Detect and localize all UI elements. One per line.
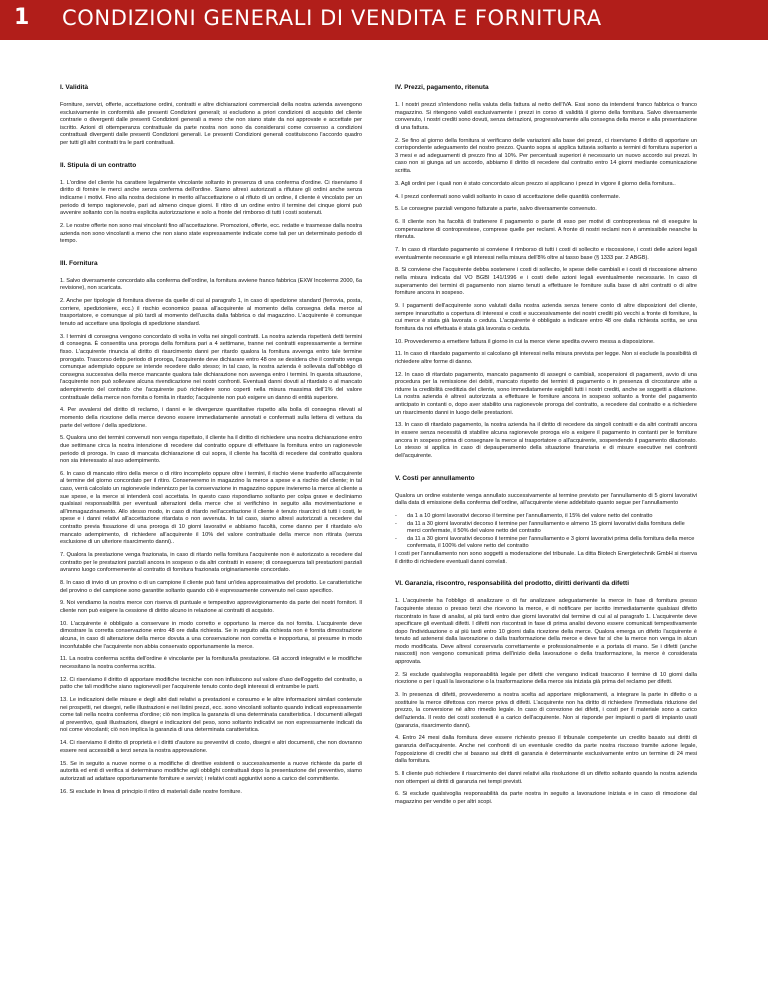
clause-paragraph: 7. Qualora la prestazione venga frazionata, in caso di ritardo nella fornitura l'acquirente non è autorizzato a recedere dal contratto per le prestazioni parziali ancora in sospeso o da altri contratti in essere; di conseguenza tali prestazioni parziali avranno luogo conformemente al contratto di fornitura frazionata originariamente concordato. <box>60 552 362 574</box>
bullet-text: da 11 a 30 giorni lavorativi decorso il termine per l'annullamento e 3 giorni lavorativi prima della fornitura della merce confermata, il 100% del valore netto del contratto <box>407 535 695 550</box>
clause-paragraph: 5. Qualora uno dei termini convenuti non venga rispettato, il cliente ha il diritto di richiedere una nostra dichiarazione entro due settimane circa la nostra intenzione di recedere dal contratto oppure di effettuare la fornitura entro un ragionevole periodo di proroga. In caso di mancata dichiarazione di cui sopra, il cliente ha facoltà di recedere dal contratto qualora non sia interessato al suo adempimento. <box>60 435 362 465</box>
clause-paragraph: 6. Si esclude qualsivoglia responsabilità da parte nostra in seguito a lavorazione iniziata e in caso di rimozione dal magazzino per vendite o per altri scopi. <box>395 791 697 805</box>
clause-paragraph: 4. I prezzi confermati sono validi soltanto in caso di accettazione delle quantità confermate. <box>395 193 621 200</box>
clause-paragraph: 11. In caso di ritardato pagamento si calcolano gli interessi nella misura prevista per legge. Non si esclude la possibilità di richiedere altre forme di danno. <box>395 351 697 365</box>
clause-paragraph: 2. Le nostre offerte non sono mai vincolanti fino all'accettazione. Promozioni, offerte, ecc. redatte e trasmesse dalla nostra azienda non sono vincolanti a meno che non siano state espressamente indicate come tali per un determinato periodo di tempo. <box>60 222 362 245</box>
clause-paragraph: 10. Provvederemo a emettere fattura il giorno in cui la merce viene spedita ovvero messa a disposizione. <box>395 338 655 345</box>
page-header <box>0 0 768 40</box>
clause-paragraph: 16. Si esclude in linea di principio il ritiro di materiali dalle nostre forniture. <box>60 788 242 795</box>
clause-paragraph: 1. Salvo diversamente concordato alla conferma dell'ordine, la fornitura avviene franco fabbrica (EXW Incoterms 2000, 6a revisione), non scaricata. <box>60 277 362 292</box>
clause-paragraph: 3. In presenza di difetti, provvederemo a nostra scelta ad apportare miglioramenti, a integrare la parte in difetto o a sostituire la merce difettosa con merce priva di difetti. L'acquirente non ha diritto di richiedere l'immediata riduzione del prezzo, la conversione né altro rimedio legale. In caso di correzione dei difetti, i costi per il materiale sono a carico dell'azienda. Il resto dei costi sostenuti è a carico dell'acquirente. Non si risponde per impianti o parti di impianto usati (garanzia, risarcimento danni). <box>395 692 697 729</box>
clause-paragraph: 4. Per avvalersi del diritto di reclamo, i danni e le divergenze quantitative rispetto alla bolla di consegna rilevati al momento della ricezione della merce devono essere immediatamente annotati e confermati sulla lettera di vettura da parte del vettore / della spedizione. <box>60 407 362 429</box>
clause-paragraph: 8. In caso di invio di un provino o di un campione il cliente può farsi un'idea approssimativa del prodotto. Le caratteristiche del provino o del campione sono garantite soltanto quando ciò è espressamente convenuto nel caso specifico. <box>60 579 362 594</box>
section-heading: III. Fornitura <box>60 259 98 267</box>
clause-paragraph: 12. Ci riserviamo il diritto di apportare modifiche tecniche con non influiscono sul valore d'uso dell'oggetto del contratto, a patto che tali modifiche siano ragionevoli per l'acquirente tenuto conto degli interessi di entrambe le parti. <box>60 676 362 691</box>
clause-paragraph: 6. Il cliente non ha facoltà di trattenere il pagamento o parte di esso per motivi di controprestesa né di eseguire la compensazione di controprestese, comprese quelle per reclami. A fronte di nostri reclami non è ammissibile neanche la ritenuta. <box>395 219 697 241</box>
clause-paragraph: 9. I pagamenti dell'acquirente sono valutati dalla nostra azienda senza tenere conto di altre disposizioni del cliente, sempre innanzitutto a copertura di interessi e costi e successivamente dei nostri crediti più vecchi a fronte di forniture, la cui merce è stata già lavorata o ceduta. L'acquirente è obbligato a indicare entro 48 ore dalla richiesta scritta, se una fornitura da noi effettuata è stata già lavorata o ceduta. <box>395 302 697 332</box>
clause-paragraph: I costi per l'annullamento non sono soggetti a moderazione del tribunale. La ditta Biotech Energietechnik GmbH si riserva il diritto di richiedere eventuali danni correlati. <box>395 550 697 565</box>
clause-paragraph: 6. In caso di mancato ritiro della merce o di ritiro incompleto oppure oltre i termini, il rischio viene trasferito all'acquirente al termine del giorno concordato per il ritiro. Conserveremo in magazzino la merce a spese e a rischio del cliente; in tal caso, verrà calcolato un ragionevole indennizzo per la conservazione in magazzino oppure invieremo la merce al cliente a sue spese, e la merce si intenderà così accettata. In questo caso rispondiamo soltanto per colpa grave e decliniamo qualsiasi responsabilità per eventuali alterazioni della merce che si verifichino in seguito alla movimentazione e all'immagazzinamento. Allo stesso modo, in caso di ritardo nell'accettazione il cliente è tenuto risarcirci di tutti i costi, le spese e i danni relativi all'accettazione ritardata o non avvenuta. In tal caso, siamo altresì autorizzati a recedere dal contratto previa fissazione di una proroga di 10 giorni lavorativi e abbiamo facoltà, come danno per il ritardato e/o mancato adempimento, di richiedere all'acquirente il 10% del valore contrattuale della merce non ritirata (senza esclusione di un ulteriore risarcimento danni).. <box>60 470 362 546</box>
bullet-text: da 11 a 30 giorni lavorativi decorso il termine per l'annullamento e almeno 15 giorni lavorativi dalla fornitura delle merci confermate, il 50% del valore netto del contratto <box>407 520 685 535</box>
clause-paragraph: 11. La nostra conferma scritta dell'ordine è vincolante per la fornitura/la prestazione. Gli accordi integrativi e le modifiche necessitano la nostra conferma scritta. <box>60 656 362 670</box>
clause-paragraph: 14. Ci riserviamo il diritto di proprietà e i diritti d'autore su preventivi di costo, disegni e altri documenti, che non dovranno essere resi accessibili a terzi senza la nostra approvazione. <box>60 740 362 754</box>
clause-paragraph: 1. I nostri prezzi s'intendono nella valuta della fattura al netto dell'IVA. Essi sono da intendersi franco fabbrica o franco magazzino. Si ritengono validi esclusivamente i prezzi in corso di validità il giorno della fornitura. Salvo diversamente convenuto, i nostri crediti sono dovuti, senza detrazioni, progressivamente alla consegna della merce e alla presentazione di una fattura. <box>395 102 697 131</box>
bullet-item <box>395 536 697 551</box>
bullet-item <box>395 521 697 536</box>
clause-paragraph: 15. Se in seguito a nuove norme o a modifiche di direttive esistenti o successivamente a nuove richieste da parte di autorità ed enti di verifica si determinano modifiche agli obblighi contrattuali dopo la presentazione del preventivo, siamo autorizzati ad adattare opportunamente forniture e servizi; i relativi costi aggiuntivi sono a carico del committente. <box>60 760 362 782</box>
section-heading: VI. Garanzia, riscontro, responsabilità del prodotto, diritti derivanti da difetti <box>395 580 630 588</box>
section-heading: II. Stipula di un contratto <box>60 161 137 169</box>
bullet-text: da 1 a 10 giorni lavorativi decorso il termine per l'annullamento, il 15% del valore netto del contratto <box>407 512 653 519</box>
clause-paragraph: 2. Si esclude qualsivoglia responsabilità legale per difetti che vengano indicati trascorso il termine di 10 giorni dalla ricezione o per i quali la lavorazione o la trasformazione della merce sia iniziata già prima del reclamo per difetti. <box>395 671 697 686</box>
clause-paragraph: 5. Le consegne parziali vengono fatturate a parte, salvo diversamente convenuto. <box>395 206 597 213</box>
bullet-dash: - <box>395 520 397 527</box>
clause-paragraph: 3. I termini di consegna vengono concordato di volta in volta nei singoli contratti. La nostra azienda rispetterà detti termini di consegna. È consentita una proroga della fornitura pari a 4 settimane, tranne nei contratti espressamente a termine fisso. L'acquirente rinuncia al diritto di risarcimento danni per ritardo qualora la fornitura avvenga entro tale termine prorogato. Trascorso detto periodo di proroga, l'acquirente deve dichiarare entro 48 ore se desidera che il contratto venga comunque adempiuto oppure se intende recedere dallo stesso; in tal caso, la nostra azienda è sollevata dall'obbligo di consegna successiva della merce mancante qualora tale dichiarazione non avvenga entro i termini. In questa situazione, l'acquirente non può sollevare alcuna rivendicazione nei nostri confronti. Eventuali danni dovuti al ritardato o al mancato adempimento del contratto che l'acquirente può richiedere sono coperti nella misura massima dell'1% del valore contrattuale della merce non fornita o fornita in ritardo; l'acquirente non può esigere un danno di entità superiore. <box>60 333 362 401</box>
clause-paragraph: 12. In caso di ritardato pagamento, mancato pagamento di assegni o cambiali, sospensioni di pagamenti, avvio di una procedura per la remissione dei debiti, mancato rispetto dei termini di pagamento o in presenza di circostanze atte a ridurre la credibilità creditizia del cliente, sono immediatamente esigibili tutti i nostri crediti, anche se soggetti a dilazione. La nostra azienda è altresì autorizzata a effettuare le forniture ancora in sospeso soltanto a fronte del pagamento anticipato in contanti o, dopo aver stabilito una ragionevole proroga del contratto, a recedere dal contratto e a richiedere un risarcimento danni in luogo delle prestazioni. <box>395 371 697 416</box>
clause-paragraph: 2. Se fino al giorno della fornitura si verificano delle variazioni alla base dei prezzi, ci riserviamo il diritto di apportare un corrispondente adeguamento del nostro prezzo. Quanto sopra si applica tuttavia soltanto a termini di fornitura superiori a 3 mesi e ad adeguamenti di prezzo fino al 10%. Per percentuali superiori è necessario un nuovo accordo sui prezzi. In caso non si giunga ad un accordo, abbiamo il diritto di recedere dal contratto entro 14 giorni mediante comunicazione scritta. <box>395 137 697 174</box>
clause-paragraph: 13. Le indicazioni delle misure e degli altri dati relativi a prestazioni e consumo e le altre informazioni similari contenute nei prospetti, nei disegni, nelle illustrazioni e nei listini prezzi, ecc. sono vincolanti soltanto quando indicati espressamente come tali nella nostra conferma d'ordine; ciò non implica la garanzia di una determinata caratteristica. I documenti allegati al preventivo, quali illustrazioni, disegni e indicazioni del peso, sono soltanto indicativi se non espressamente indicati da noi come vincolanti; ciò non implica la garanzia di una determinata caratteristica. <box>60 697 362 734</box>
clause-paragraph: 1. L'ordine del cliente ha carattere legalmente vincolante soltanto in presenza di una conferma d'ordine. Ci riserviamo il diritto di fornire le merci anche senza conferma dell'ordine. Siamo altresì autorizzati a rifiutare gli ordini anche senza indicarne i motivi. Fino alla nostra decisione in merito all'accettazione o al rifiuto di un ordine, il cliente è vincolato per un periodo di tempo ragionevole, pari ad almeno cinque giorni. Il ritiro di un ordine entro il termine dei cinque giorni può avvenire soltanto con la nostra esplicita autorizzazione e solo a fronte del rimborso di tutti i costi sostenuti. <box>60 179 362 217</box>
clause-paragraph: 8. Si conviene che l'acquirente debba sostenere i costi di sollecito, le spese delle cambiali e i costi di riscossione almeno nella misura indicata dal VO BGBI 141/1996 e i costi delle azioni legali eventualmente necessarie. In caso di superamento dei termini di pagamento non siamo tenuti a effettuare le forniture sulla base di altri contratti o di altre forniture ancora in sospeso. <box>395 267 697 297</box>
clause-paragraph: 4. Entro 24 mesi dalla fornitura deve essere richiesto presso il tribunale competente un credito basato sui diritti di garanzia dell'acquirente. Anche nei confronti di un eventuale credito da parte nostra riscosso tramite azione legale, l'opposizione di crediti che si basano sui diritti di garanzia è determinante esclusivamente entro un termine di 24 mesi dalla fornitura. <box>395 735 697 765</box>
page-title: CONDIZIONI GENERALI DI VENDITA E FORNITURA <box>62 6 602 30</box>
clause-paragraph: 7. In caso di ritardato pagamento si conviene il rimborso di tutti i costi di sollecito e riscossione, i costi delle azioni legali eventualmente necessarie e gli interessi nella misura dell'8% oltre al tasso base (§ 1333 par. 2 ABGB). <box>395 247 697 261</box>
clause-paragraph: 3. Agli ordini per i quali non è stato concordato alcun prezzo si applicano i prezzi in vigore il giorno della fornitura.. <box>395 180 676 187</box>
section-heading: I. Validità <box>60 84 89 91</box>
section-heading: IV. Prezzi, pagamento, ritenuta <box>395 84 489 91</box>
clause-paragraph: Qualora un ordine esistente venga annullato successivamente al termine previsto per l'annullamento di 5 giorni lavorativi dalla data di emissione della conferma dell'ordine, all'acquirente viene addebitato quanto segue per l'annullamento <box>395 492 697 507</box>
clause-paragraph: 5. Il cliente può richiedere il risarcimento dei danni relativi alla risoluzione di un difetto soltanto quando la nostra azienda non ottemperi ai diritti di garanzia nei tempi previsti. <box>395 770 697 785</box>
right-column <box>395 84 697 812</box>
bullet-item <box>395 513 697 521</box>
section-heading: V. Costi per annullamento <box>395 474 475 482</box>
clause-paragraph: 10. L'acquirente è obbligato a conservare in modo corretto e opportuno la merce da noi fornita. L'acquirente deve dimostrare la corretta conservazione entro 48 ore dalla richiesta. Se in seguito alla richiesta non è fornita dimostrazione alcuna, in caso di alterazione della merce dovuta a una conservazione non corretta e inopportuna, si presume in modo inconfutabile che l'acquirente non abbia conservato opportunamente la merce. <box>60 620 362 650</box>
bullet-dash: - <box>395 535 397 542</box>
clause-paragraph: Forniture, servizi, offerte, accettazione ordini, contratti e altre dichiarazioni commerciali della nostra azienda avvengono esclusivamente in conformità alle presenti Condizioni generali; si escludono a priori condizioni di acquisto del cliente contrarie o divergenti dalle presenti Condizioni generali a meno che non siano state da noi approvate e accettate per iscritto. Azioni di ottemperanza contrattuale da parte nostra non sono da considerarsi come consenso a condizioni contrattuali divergenti dalle presenti Condizioni generali. Le presenti Condizioni generali costituiscono l'accordo quadro per tutti gli altri contratti tra le parti contrattuali. <box>60 102 362 146</box>
clause-paragraph: 9. Noi vendiamo la nostra merce con riserva di puntuale e tempestivo approvvigionamento da parte dei nostri fornitori. Il cliente non può esigere la cessione di diritto alcuno in relazione ai contratti di acquisto. <box>60 600 362 614</box>
section-number: 1 <box>14 5 30 30</box>
clause-paragraph: 1. L'acquirente ha l'obbligo di analizzare o di far analizzare adeguatamente la merce in fase di fornitura presso l'acquirente stesso o presso terzi che ricevono la merce, e di notificare per iscritto immediatamente qualsiasi difetto riscontrato in fase di analisi, al più tardi entro due giorni lavorativi dal termine di cui al al paragrafo 1. L'acquirente deve specificare gli eventuali difetti. I difetti non riscontrati in fase di prima analisi devono essere comunicati tempestivamente dopo l'individuazione o al più tardi entro 10 giorni dalla ricezione della merce. Qualora emerga un difetto l'acquirente è tenuto ad astenersi dalla lavorazione o dalla trasformazione della merce e deve far sì che la merce non venga in alcun modo modificata. Deve altresì conservarla correttamente e professionalmente e a portata di mano. Se i difetti (anche nascosti) non vengono comunicati prima dell'inizio della lavorazione o della trasformazione, la merce è considerata approvata. <box>395 598 697 666</box>
clause-paragraph: 2. Anche per tipologie di fornitura diverse da quelle di cui al paragrafo 1, in caso di spedizione standard (ferrovia, posta, corriere, spedizioniere, ecc.) il rischio economico passa all'acquirente al momento della consegna della merce al trasportatore, e comunque al più tardi al momento dell'uscita dalla fabbrica o dal magazzino. L'acquirente è comunque tenuto ad accettare una tipologia di spedizione standard. <box>60 298 362 328</box>
clause-paragraph: 13. In caso di ritardato pagamento, la nostra azienda ha il diritto di recedere da singoli contratti e da altri contratti ancora in essere senza necessità di stabilire alcuna ragionevole proroga e/o a esigere il pagamento in contanti per le forniture ancora in sospeso prima di consegnare la merce al trasportatore o all'acquirente, sospendendo il pagamento dilazionato. Lo stesso si applica in caso di depauperamento della situazione finanziaria e di misure esecutive nei confronti dell'acquirente. <box>395 422 697 459</box>
bullet-dash: - <box>395 512 397 519</box>
left-column <box>60 84 362 801</box>
